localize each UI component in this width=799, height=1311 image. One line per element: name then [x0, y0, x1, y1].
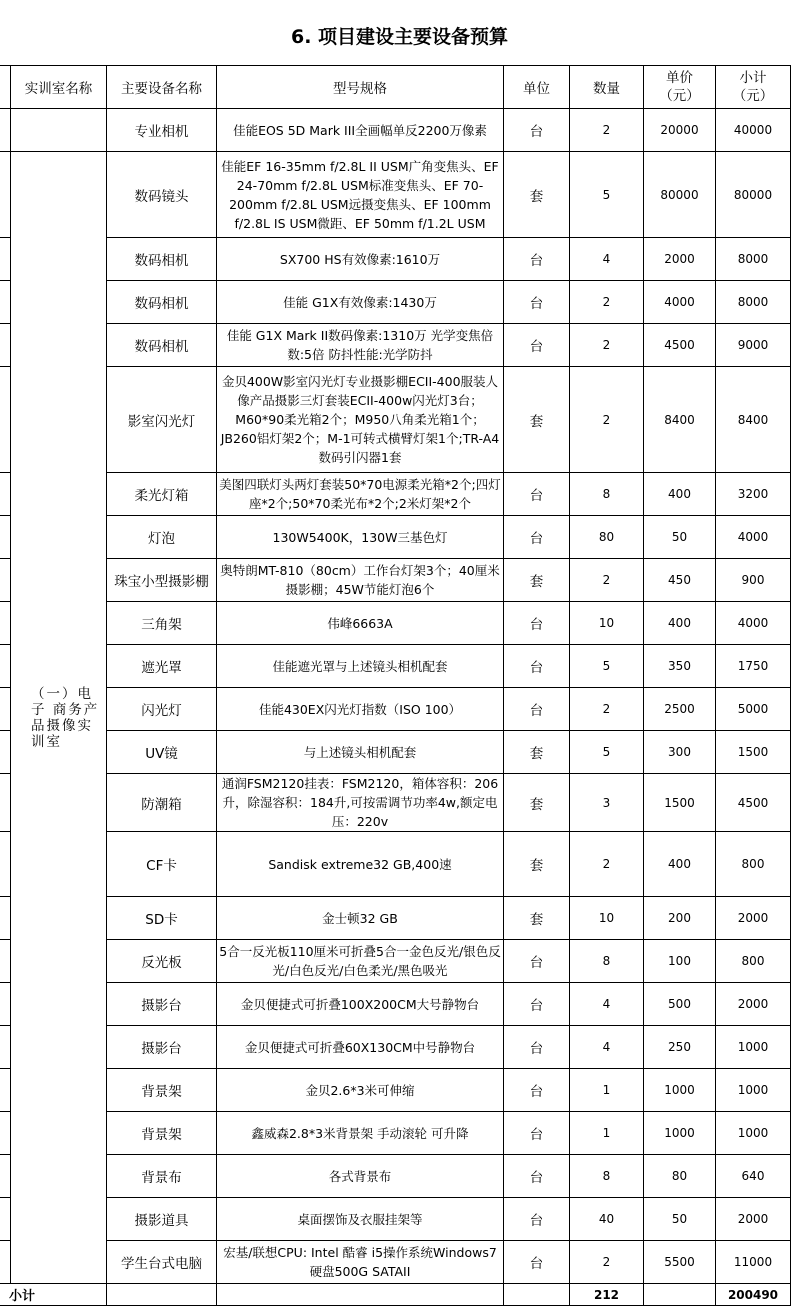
equipment-qty: 1	[570, 1112, 644, 1155]
equipment-price: 100	[644, 940, 716, 983]
equipment-unit: 台	[504, 473, 570, 516]
table-row	[0, 774, 791, 832]
left-edge-cell	[0, 109, 11, 152]
table-row	[0, 645, 791, 688]
equipment-name: 背景架	[107, 1112, 217, 1155]
header-subtotal: 小计 （元）	[716, 66, 791, 109]
equipment-unit: 台	[504, 1069, 570, 1112]
equipment-spec: 宏基/联想CPU: Intel 酷睿 i5操作系统Windows7硬盘500G SATAII	[217, 1241, 504, 1284]
equipment-subtotal: 9000	[716, 324, 791, 367]
equipment-budget-table	[0, 65, 791, 1306]
equipment-name: 数码相机	[107, 281, 217, 324]
equipment-qty: 2	[570, 688, 644, 731]
equipment-name: 专业相机	[107, 109, 217, 152]
equipment-unit: 台	[504, 516, 570, 559]
equipment-qty: 8	[570, 473, 644, 516]
equipment-price: 400	[644, 602, 716, 645]
equipment-price: 2000	[644, 238, 716, 281]
row-lab-first	[11, 109, 107, 152]
table-row	[0, 602, 791, 645]
equipment-qty: 5	[570, 731, 644, 774]
equipment-spec: 与上述镜头相机配套	[217, 731, 504, 774]
left-edge-cell	[0, 645, 11, 688]
equipment-subtotal: 11000	[716, 1241, 791, 1284]
table-row	[0, 832, 791, 897]
table-row	[0, 516, 791, 559]
equipment-unit: 套	[504, 832, 570, 897]
table-row	[0, 367, 791, 473]
equipment-subtotal: 2000	[716, 1198, 791, 1241]
equipment-spec: 佳能 G1X有效像素:1430万	[217, 281, 504, 324]
equipment-name: CF卡	[107, 832, 217, 897]
equipment-unit: 台	[504, 940, 570, 983]
left-edge-cell	[0, 324, 11, 367]
equipment-price: 5500	[644, 1241, 716, 1284]
equipment-subtotal: 2000	[716, 897, 791, 940]
equipment-spec: 130W5400K，130W三基色灯	[217, 516, 504, 559]
total-qty: 212	[570, 1284, 644, 1306]
table-row	[0, 109, 791, 152]
equipment-qty: 8	[570, 1155, 644, 1198]
equipment-subtotal: 2000	[716, 983, 791, 1026]
equipment-unit: 台	[504, 602, 570, 645]
equipment-price: 20000	[644, 109, 716, 152]
equipment-spec: 各式背景布	[217, 1155, 504, 1198]
left-edge-cell	[0, 897, 11, 940]
equipment-qty: 3	[570, 774, 644, 832]
left-edge-cell	[0, 1112, 11, 1155]
table-row	[0, 897, 791, 940]
equipment-name: 珠宝小型摄影棚	[107, 559, 217, 602]
equipment-subtotal: 8000	[716, 281, 791, 324]
equipment-unit: 套	[504, 367, 570, 473]
equipment-price: 8400	[644, 367, 716, 473]
table-row	[0, 473, 791, 516]
equipment-unit: 套	[504, 152, 570, 238]
left-edge-cell	[0, 367, 11, 473]
left-edge-cell	[0, 602, 11, 645]
header-spec: 型号规格	[217, 66, 504, 109]
equipment-subtotal: 8400	[716, 367, 791, 473]
equipment-name: 闪光灯	[107, 688, 217, 731]
left-edge-cell	[0, 983, 11, 1026]
equipment-name: SD卡	[107, 897, 217, 940]
equipment-name: 学生台式电脑	[107, 1241, 217, 1284]
table-row	[0, 1069, 791, 1112]
equipment-spec: 金贝便捷式可折叠100X200CM大号静物台	[217, 983, 504, 1026]
left-edge-cell	[0, 731, 11, 774]
header-unit: 单位	[504, 66, 570, 109]
table-row	[0, 983, 791, 1026]
equipment-price: 4000	[644, 281, 716, 324]
left-edge-cell	[0, 1069, 11, 1112]
equipment-spec: 佳能 G1X Mark II数码像素:1310万 光学变焦倍数:5倍 防抖性能:光学防抖	[217, 324, 504, 367]
equipment-price: 300	[644, 731, 716, 774]
left-edge-cell	[0, 1026, 11, 1069]
equipment-spec: 佳能EOS 5D Mark III全画幅单反2200万像素	[217, 109, 504, 152]
equipment-unit: 台	[504, 324, 570, 367]
left-edge-cell	[0, 473, 11, 516]
left-edge-cell	[0, 152, 11, 238]
total-empty	[217, 1284, 504, 1306]
equipment-unit: 台	[504, 281, 570, 324]
equipment-spec: 金贝2.6*3米可伸缩	[217, 1069, 504, 1112]
equipment-unit: 台	[504, 238, 570, 281]
lab-name-cell: （一）电 子 商务产品摄像实训室	[11, 152, 107, 1284]
equipment-subtotal: 640	[716, 1155, 791, 1198]
equipment-qty: 5	[570, 152, 644, 238]
equipment-qty: 2	[570, 832, 644, 897]
equipment-subtotal: 1000	[716, 1112, 791, 1155]
equipment-name: 反光板	[107, 940, 217, 983]
equipment-unit: 台	[504, 983, 570, 1026]
left-edge-cell	[0, 238, 11, 281]
equipment-price: 4500	[644, 324, 716, 367]
equipment-subtotal: 8000	[716, 238, 791, 281]
equipment-name: 摄影台	[107, 983, 217, 1026]
equipment-spec: SX700 HS有效像素:1610万	[217, 238, 504, 281]
total-subtotal: 200490	[716, 1284, 791, 1306]
left-edge-cell	[0, 281, 11, 324]
equipment-name: 柔光灯箱	[107, 473, 217, 516]
equipment-price: 350	[644, 645, 716, 688]
equipment-spec: 佳能EF 16-35mm f/2.8L II USM广角变焦头、EF 24-70mm f/2.8L USM标准变焦头、EF 70-200mm f/2.8L USM远摄变焦头、EF 100mm f/2.8L IS USM微距、EF 50mm f/1.2L USM	[217, 152, 504, 238]
table-row	[0, 1198, 791, 1241]
left-edge-cell	[0, 688, 11, 731]
total-row	[0, 1284, 791, 1306]
equipment-qty: 2	[570, 367, 644, 473]
table-row	[0, 1112, 791, 1155]
table-row	[0, 152, 791, 238]
equipment-spec: 奥特朗MT-810（80cm）工作台灯架3个；40厘米摄影棚；45W节能灯泡6个	[217, 559, 504, 602]
equipment-name: 三角架	[107, 602, 217, 645]
equipment-qty: 80	[570, 516, 644, 559]
equipment-unit: 台	[504, 1198, 570, 1241]
equipment-qty: 2	[570, 559, 644, 602]
equipment-spec: 美图四联灯头两灯套装50*70电源柔光箱*2个;四灯座*2个;50*70柔光布*2个;2米灯架*2个	[217, 473, 504, 516]
equipment-price: 450	[644, 559, 716, 602]
left-edge-cell	[0, 1155, 11, 1198]
equipment-qty: 8	[570, 940, 644, 983]
equipment-subtotal: 1750	[716, 645, 791, 688]
equipment-price: 80000	[644, 152, 716, 238]
equipment-subtotal: 800	[716, 832, 791, 897]
equipment-price: 200	[644, 897, 716, 940]
equipment-spec: 通润FSM2120挂表：FSM2120，箱体容积：206升，除湿容积：184升,可按需调节功率4w,额定电压：220v	[217, 774, 504, 832]
equipment-qty: 40	[570, 1198, 644, 1241]
equipment-subtotal: 900	[716, 559, 791, 602]
equipment-name: UV镜	[107, 731, 217, 774]
equipment-qty: 2	[570, 1241, 644, 1284]
equipment-unit: 套	[504, 731, 570, 774]
equipment-subtotal: 4500	[716, 774, 791, 832]
equipment-price: 50	[644, 1198, 716, 1241]
equipment-qty: 1	[570, 1069, 644, 1112]
equipment-name: 遮光罩	[107, 645, 217, 688]
equipment-price: 400	[644, 473, 716, 516]
equipment-spec: 金士顿32 GB	[217, 897, 504, 940]
left-edge-cell	[0, 559, 11, 602]
equipment-subtotal: 3200	[716, 473, 791, 516]
equipment-unit: 台	[504, 688, 570, 731]
table-row	[0, 324, 791, 367]
header-lab-name: 实训室名称	[11, 66, 107, 109]
equipment-subtotal: 5000	[716, 688, 791, 731]
equipment-subtotal: 1000	[716, 1069, 791, 1112]
equipment-unit: 套	[504, 897, 570, 940]
total-empty	[504, 1284, 570, 1306]
equipment-spec: 金贝便捷式可折叠60X130CM中号静物台	[217, 1026, 504, 1069]
equipment-qty: 2	[570, 324, 644, 367]
equipment-unit: 台	[504, 1026, 570, 1069]
equipment-price: 1000	[644, 1112, 716, 1155]
equipment-name: 数码镜头	[107, 152, 217, 238]
left-edge-cell	[0, 516, 11, 559]
equipment-unit: 台	[504, 109, 570, 152]
equipment-qty: 4	[570, 983, 644, 1026]
equipment-price: 1500	[644, 774, 716, 832]
table-row	[0, 940, 791, 983]
equipment-subtotal: 4000	[716, 602, 791, 645]
equipment-price: 50	[644, 516, 716, 559]
table-row	[0, 688, 791, 731]
header-unit-price: 单价 （元）	[644, 66, 716, 109]
header-equipment-name: 主要设备名称	[107, 66, 217, 109]
left-edge-cell	[0, 1241, 11, 1284]
table-row	[0, 238, 791, 281]
equipment-price: 2500	[644, 688, 716, 731]
table-row	[0, 731, 791, 774]
equipment-qty: 2	[570, 281, 644, 324]
left-edge-cell	[0, 940, 11, 983]
equipment-name: 摄影台	[107, 1026, 217, 1069]
equipment-qty: 5	[570, 645, 644, 688]
left-edge-cell	[0, 832, 11, 897]
equipment-spec: 桌面摆饰及衣服挂架等	[217, 1198, 504, 1241]
equipment-unit: 台	[504, 1155, 570, 1198]
table-row	[0, 1155, 791, 1198]
equipment-price: 500	[644, 983, 716, 1026]
equipment-name: 摄影道具	[107, 1198, 217, 1241]
equipment-name: 数码相机	[107, 238, 217, 281]
equipment-price: 80	[644, 1155, 716, 1198]
equipment-name: 灯泡	[107, 516, 217, 559]
equipment-qty: 10	[570, 897, 644, 940]
header-qty: 数量	[570, 66, 644, 109]
equipment-spec: 鑫威森2.8*3米背景架 手动滚轮 可升降	[217, 1112, 504, 1155]
equipment-price: 250	[644, 1026, 716, 1069]
total-label: 小计	[0, 1284, 107, 1306]
equipment-name: 数码相机	[107, 324, 217, 367]
equipment-spec: 金贝400W影室闪光灯专业摄影棚ECII-400服装人像产品摄影三灯套装ECII-400w闪光灯3台；M60*90柔光箱2个；M950八角柔光箱1个；JB260铝灯架2个；M-1可转式横臂灯架1个;TR-A4数码引闪器1套	[217, 367, 504, 473]
table-row	[0, 559, 791, 602]
equipment-subtotal: 4000	[716, 516, 791, 559]
total-empty	[644, 1284, 716, 1306]
equipment-price: 400	[644, 832, 716, 897]
equipment-unit: 套	[504, 559, 570, 602]
total-empty	[107, 1284, 217, 1306]
equipment-subtotal: 800	[716, 940, 791, 983]
left-edge-cell	[0, 1198, 11, 1241]
page-title: 6. 项目建设主要设备预算	[290, 26, 509, 48]
left-edge-cell	[0, 66, 11, 109]
table-row	[0, 1026, 791, 1069]
equipment-unit: 台	[504, 645, 570, 688]
equipment-unit: 套	[504, 774, 570, 832]
equipment-spec: Sandisk extreme32 GB,400速	[217, 832, 504, 897]
equipment-spec: 佳能遮光罩与上述镜头相机配套	[217, 645, 504, 688]
equipment-unit: 台	[504, 1112, 570, 1155]
equipment-name: 防潮箱	[107, 774, 217, 832]
equipment-spec: 佳能430EX闪光灯指数（ISO 100）	[217, 688, 504, 731]
equipment-subtotal: 40000	[716, 109, 791, 152]
equipment-qty: 10	[570, 602, 644, 645]
equipment-name: 影室闪光灯	[107, 367, 217, 473]
equipment-price: 1000	[644, 1069, 716, 1112]
equipment-subtotal: 1000	[716, 1026, 791, 1069]
table-row	[0, 1241, 791, 1284]
equipment-qty: 4	[570, 1026, 644, 1069]
equipment-subtotal: 80000	[716, 152, 791, 238]
equipment-unit: 台	[504, 1241, 570, 1284]
equipment-qty: 4	[570, 238, 644, 281]
equipment-name: 背景布	[107, 1155, 217, 1198]
equipment-subtotal: 1500	[716, 731, 791, 774]
left-edge-cell	[0, 774, 11, 832]
header-row	[0, 66, 791, 109]
equipment-spec: 5合一反光板110厘米可折叠5合一金色反光/银色反光/白色反光/白色柔光/黑色吸光	[217, 940, 504, 983]
equipment-name: 背景架	[107, 1069, 217, 1112]
table-row	[0, 281, 791, 324]
equipment-spec: 伟峰6663A	[217, 602, 504, 645]
equipment-qty: 2	[570, 109, 644, 152]
